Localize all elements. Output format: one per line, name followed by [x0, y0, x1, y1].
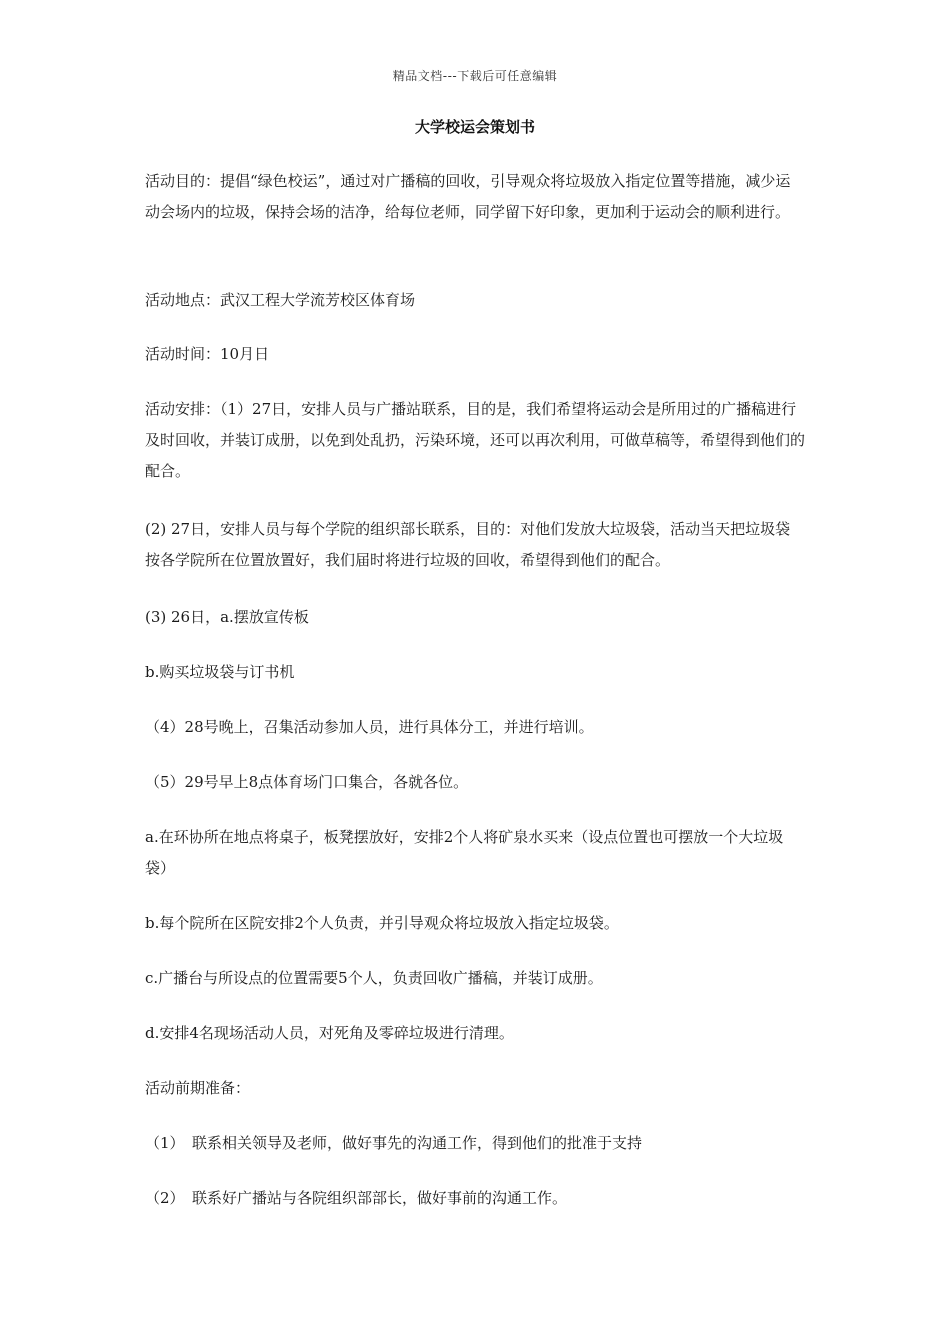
paragraph-arrangement-1: 活动安排：（1）27日，安排人员与广播站联系，目的是，我们希望将运动会是所用过的广播稿进行及时回收，并装订成册，以免到处乱扔，污染环境，还可以再次利用，可做草稿等，希望得到他们的配合。 [145, 400, 806, 480]
paragraph-arrangement-2: (2) 27日，安排人员与每个学院的组织部长联系，目的：对他们发放大垃圾袋，活动当天把垃圾袋按各学院所在位置放置好，我们届时将进行垃圾的回收，希望得到他们的配合。 [145, 520, 791, 569]
paragraph-arrangement-3b: b.购买垃圾袋与订书机 [145, 663, 295, 681]
paragraph-arrangement-5: （5）29号早上8点体育场门口集合，各就各位。 [145, 773, 469, 791]
document-title: 大学校运会策划书 [414, 118, 535, 136]
paragraph-arrangement-3: (3) 26日，a.摆放宣传板 [145, 608, 309, 626]
paragraph-purpose: 活动目的：提倡“绿色校运”，通过对广播稿的回收，引导观众将垃圾放入指定位置等措施，减少运动会场内的垃圾，保持会场的洁净，给每位老师，同学留下好印象，更加利于运动会的顺利进行。 [145, 172, 791, 221]
paragraph-location: 活动地点：武汉工程大学流芳校区体育场 [145, 291, 416, 309]
paragraph-preparation-2: （2） 联系好广播站与各院组织部部长，做好事前的沟通工作。 [145, 1189, 568, 1207]
header-note: 精品文档---下载后可任意编辑 [392, 69, 558, 83]
paragraph-task-d: d.安排4名现场活动人员，对死角及零碎垃圾进行清理。 [145, 1024, 514, 1042]
paragraph-arrangement-4: （4）28号晚上，召集活动参加人员，进行具体分工，并进行培训。 [145, 718, 594, 736]
paragraph-time: 活动时间：10月日 [145, 345, 270, 363]
paragraph-task-b: b.每个院所在区院安排2个人负责，并引导观众将垃圾放入指定垃圾袋。 [145, 914, 619, 932]
paragraph-task-a: a.在环协所在地点将桌子，板凳摆放好，安排2个人将矿泉水买来（设点位置也可摆放一个大垃圾袋） [145, 828, 784, 877]
paragraph-preparation-heading: 活动前期准备： [145, 1079, 251, 1097]
paragraph-preparation-1: （1） 联系相关领导及老师，做好事先的沟通工作，得到他们的批准于支持 [145, 1134, 643, 1152]
paragraph-task-c: c.广播台与所设点的位置需要5个人，负责回收广播稿，并装订成册。 [145, 969, 603, 987]
